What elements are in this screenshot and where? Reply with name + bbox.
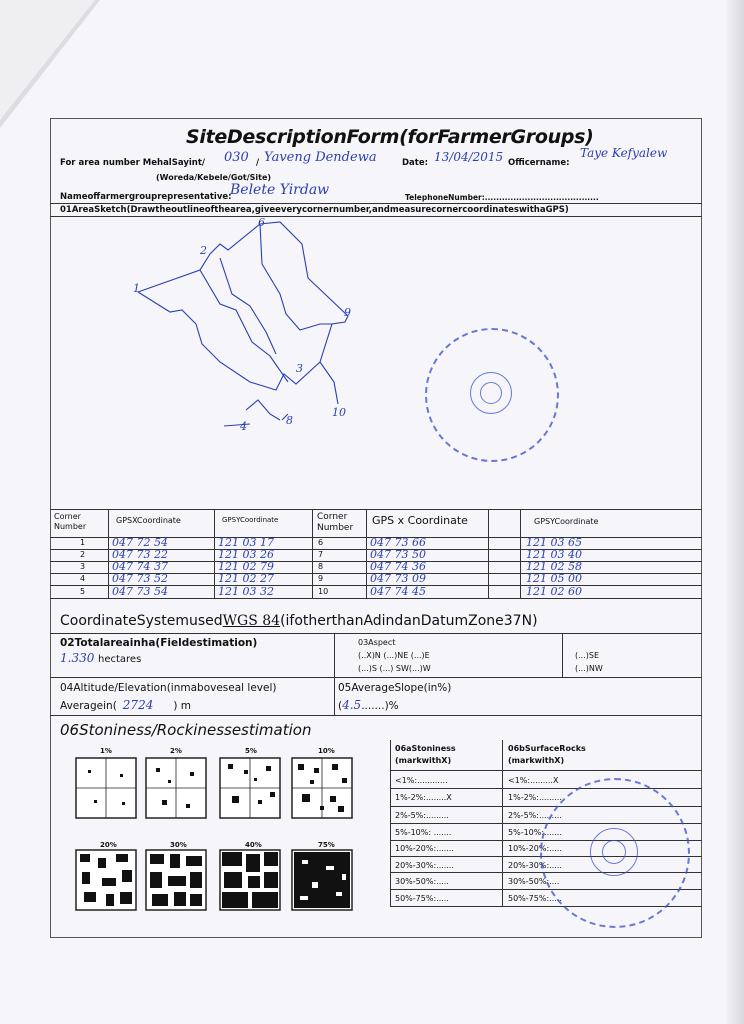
table-header: Corner Number bbox=[317, 512, 354, 533]
slope-label: 05AverageSlope(in%) bbox=[338, 682, 452, 694]
divider bbox=[50, 677, 702, 678]
table-col-line bbox=[214, 509, 215, 598]
table-cell: 121 03 17 bbox=[218, 536, 274, 549]
page-fold-highlight bbox=[0, 0, 95, 120]
stoniness-title: 06Stoniness/Rockinessestimation bbox=[60, 721, 312, 739]
table-cell: 047 73 09 bbox=[370, 572, 426, 585]
surface-rocks-option: 20%-30%:..... bbox=[508, 861, 562, 870]
altitude-prefix: Averagein( bbox=[60, 700, 117, 712]
table-header: Corner Number bbox=[54, 512, 87, 531]
divider bbox=[50, 715, 702, 716]
table-cell: 10 bbox=[318, 587, 329, 596]
slope-line bbox=[338, 698, 399, 712]
altitude-line bbox=[60, 698, 191, 712]
grid-label: 75% bbox=[318, 841, 335, 849]
divider bbox=[334, 677, 335, 715]
table-col-line bbox=[108, 509, 109, 598]
area-number-label: For area number MehalSayint/ bbox=[60, 158, 205, 168]
sketch-label-2: 2 bbox=[200, 244, 207, 257]
table-cell: 121 03 65 bbox=[526, 536, 582, 549]
grid-label: 20% bbox=[100, 841, 117, 849]
surface-rocks-option: 50%-75%:..... bbox=[508, 894, 562, 903]
table-cell: 3 bbox=[80, 562, 86, 571]
divider bbox=[334, 633, 335, 677]
table-header: GPSXCoordinate bbox=[116, 516, 181, 525]
table-cell: 6 bbox=[318, 538, 324, 547]
total-area-label: 02Totalareainha(Fieldestimation) bbox=[60, 637, 258, 649]
surface-rocks-option: 2%-5%:......... bbox=[508, 811, 562, 820]
stoniness-reference-grids bbox=[70, 756, 360, 916]
area-sketch bbox=[120, 214, 380, 436]
coordinate-system-suffix: (ifotherthanAdindanDatumZone37N) bbox=[280, 613, 538, 629]
altitude-suffix: ) m bbox=[173, 700, 192, 712]
divider bbox=[50, 633, 702, 634]
table-cell: 121 02 27 bbox=[218, 572, 274, 585]
table-cell: 121 02 79 bbox=[218, 560, 274, 573]
officer-label: Officername: bbox=[508, 158, 570, 168]
sketch-label-1: 1 bbox=[133, 282, 140, 295]
table-header: GPS x Coordinate bbox=[372, 514, 468, 527]
slope-suffix: .......)% bbox=[361, 700, 399, 712]
table-cell: 121 03 26 bbox=[218, 548, 274, 561]
stoniness-option: 2%-5%:......... bbox=[395, 811, 449, 820]
altitude-label: 04Altitude/Elevation(inmaboveseal level) bbox=[60, 682, 277, 694]
grid-label: 30% bbox=[170, 841, 187, 849]
table-cell: 121 05 00 bbox=[526, 572, 582, 585]
table-cell: 047 74 37 bbox=[112, 560, 168, 573]
table-cell: 047 73 22 bbox=[112, 548, 168, 561]
table-header: GPSYCoordinate bbox=[222, 516, 279, 524]
surface-rocks-option: 10%-20%:..... bbox=[508, 844, 562, 853]
sketch-label-3: 3 bbox=[296, 362, 303, 375]
coordinate-system-value: WGS 84 bbox=[222, 613, 281, 629]
table-cell: 047 74 45 bbox=[370, 585, 426, 598]
grid-label: 1% bbox=[100, 747, 112, 755]
stoniness-option: 50%-75%:..... bbox=[395, 894, 449, 903]
grid-label: 2% bbox=[170, 747, 182, 755]
table-cell: 1 bbox=[80, 538, 86, 547]
aspect-se: (...)SE bbox=[575, 651, 600, 660]
surface-rocks-option: 1%-2%:......... bbox=[508, 793, 562, 802]
total-area-value: 1.330 bbox=[60, 651, 95, 665]
divider bbox=[50, 509, 702, 510]
sketch-label-4: 4 bbox=[240, 420, 247, 433]
surface-rocks-option: 30%-50%:.... bbox=[508, 877, 560, 886]
altitude-value: 2724 bbox=[122, 698, 154, 712]
aspect-row-1: (..X)N (...)NE (...)E bbox=[358, 651, 430, 660]
area-sketch-label: 01AreaSketch(Drawtheoutlineofthearea,giveeverycornernumber,andmeasurecornercoordinateswithaGPS) bbox=[60, 205, 569, 215]
table-col-line bbox=[488, 509, 489, 598]
table-cell: 2 bbox=[80, 550, 86, 559]
surface-rocks-option: 5%-10%:....... bbox=[508, 828, 562, 837]
table-cell: 047 74 36 bbox=[370, 560, 426, 573]
stoniness-option: 5%-10%: ....... bbox=[395, 828, 452, 837]
table-cell: 121 03 40 bbox=[526, 548, 582, 561]
sketch-label-10: 10 bbox=[332, 406, 346, 419]
date-value: 13/04/2015 bbox=[434, 150, 504, 164]
table-col-line bbox=[520, 509, 521, 598]
grid-label: 40% bbox=[245, 841, 262, 849]
table-cell: 7 bbox=[318, 550, 324, 559]
coordinate-system-line bbox=[60, 613, 538, 629]
divider bbox=[390, 770, 702, 771]
aspect-nw: (...)NW bbox=[575, 664, 603, 673]
table-col-line bbox=[366, 509, 367, 598]
slope-value: 4.5 bbox=[342, 698, 362, 712]
stoniness-column-sub: (markwithX) bbox=[395, 756, 452, 765]
divider bbox=[50, 203, 702, 204]
aspect-label: 03Aspect bbox=[358, 638, 396, 647]
table-cell: 8 bbox=[318, 562, 324, 571]
coordinate-system-prefix: CoordinateSystemused bbox=[60, 613, 223, 629]
grid-label: 10% bbox=[318, 747, 335, 755]
stamp-2-center bbox=[602, 840, 626, 864]
stoniness-option: 30%-50%:..... bbox=[395, 877, 449, 886]
surface-rocks-column-sub: (markwithX) bbox=[508, 756, 565, 765]
representative-label: Nameoffarmergrouprepresentative: bbox=[60, 192, 232, 202]
table-cell: 047 73 52 bbox=[112, 572, 168, 585]
table-cell: 5 bbox=[80, 587, 86, 596]
slope-prefix: ( bbox=[338, 700, 343, 712]
surface-rocks-column-header: 06bSurfaceRocks bbox=[508, 744, 586, 753]
table-cell: 9 bbox=[318, 574, 324, 583]
kebele-value: Yaveng Dendewa bbox=[264, 150, 377, 165]
stoniness-option: 10%-20%:....... bbox=[395, 844, 454, 853]
area-separator: / bbox=[256, 158, 260, 168]
area-number-value: 030 bbox=[224, 150, 249, 165]
kebele-hint: (Woreda/Kebele/Got/Site) bbox=[156, 173, 272, 182]
stoniness-option: <1%:............ bbox=[395, 776, 448, 785]
divider bbox=[50, 598, 702, 599]
total-area-unit: hectares bbox=[98, 654, 142, 665]
form-title: SiteDescriptionForm(forFarmerGroups) bbox=[186, 126, 594, 148]
stoniness-column-header: 06aStoniness bbox=[395, 744, 456, 753]
sketch-label-9: 9 bbox=[344, 306, 351, 319]
surface-rocks-option: <1%:.........X bbox=[508, 776, 559, 785]
table-cell: 121 02 58 bbox=[526, 560, 582, 573]
table-cell: 121 02 60 bbox=[526, 585, 582, 598]
aspect-row-2: (...)S (...) SW(...)W bbox=[358, 664, 431, 673]
sketch-label-8: 8 bbox=[286, 414, 293, 427]
table-cell: 047 73 54 bbox=[112, 585, 168, 598]
date-label: Date: bbox=[402, 158, 429, 168]
table-cell: 047 73 66 bbox=[370, 536, 426, 549]
table-cell: 4 bbox=[80, 574, 86, 583]
table-cell: 121 03 32 bbox=[218, 585, 274, 598]
stoniness-option: 20%-30%:....... bbox=[395, 861, 454, 870]
officer-value: Taye Kefyalew bbox=[580, 146, 668, 160]
stoniness-option: 1%-2%:........X bbox=[395, 793, 452, 802]
representative-value: Belete Yirdaw bbox=[230, 182, 330, 198]
telephone-label: TelephoneNumber:........................................ bbox=[405, 193, 599, 202]
divider bbox=[562, 633, 563, 677]
table-cell: 047 73 50 bbox=[370, 548, 426, 561]
table-col-line bbox=[312, 509, 313, 598]
sketch-label-6: 6 bbox=[258, 216, 265, 229]
grid-label: 5% bbox=[245, 747, 257, 755]
stamp-center bbox=[480, 382, 502, 404]
table-header: GPSYCoordinate bbox=[534, 517, 599, 526]
page-edge-shadow bbox=[726, 0, 744, 1024]
table-cell: 047 72 54 bbox=[112, 536, 168, 549]
